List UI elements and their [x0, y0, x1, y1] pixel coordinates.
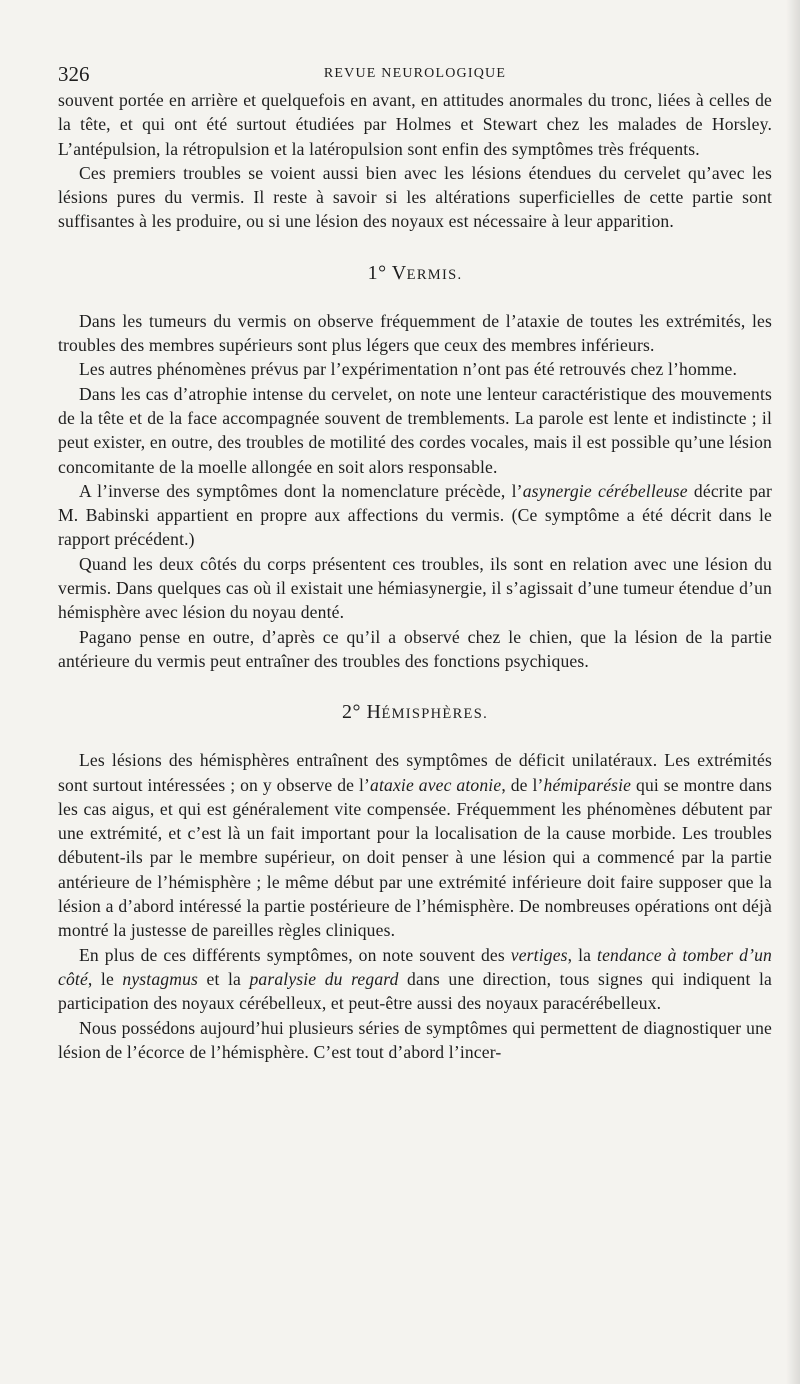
- paragraph: Dans les cas d’atrophie intense du cervelet, on note une lenteur caractéristique des mouvements de la tête et de la face accompagnée souvent de tremblements. La parole est lente et indistincte ; il peut exister, en outre, des troubles de motilité des cordes vocales, mais il est possible qu’une lésion concomitante de la moelle allongée en soit alors responsable.: [58, 383, 772, 477]
- paragraph: Les autres phénomènes prévus par l’expérimentation n’ont pas été retrouvés chez l’homme.: [79, 359, 738, 380]
- text-run: , la: [567, 944, 598, 965]
- paragraph: Pagano pense en outre, d’après ce qu’il a observé chez le chien, que la lésion de la partie antérieure du vermis peut entraîner des troubles des fonctions psychiques.: [58, 626, 772, 671]
- text-run: dans une direction, tous signes qui indiquent la participation des noyaux cérébelleux, et peut-être aussi des noyaux paracérébelleux.: [58, 968, 773, 1014]
- paragraph-intro-1: souvent portée en arrière et quelquefois en avant, en attitudes anormales du tronc, liées à celles de la tête, et qui ont été surtout étudiées par Holmes et Stewart chez les malades de Horsley. L’antépulsion, la rétropulsion et la latéropulsion sont enfin des symptômes très fréquents.: [58, 90, 772, 159]
- text-run: A l’inverse des symptômes dont la nomenclature précède, l’: [79, 480, 523, 501]
- body-text: [58, 88, 772, 1064]
- emphasis-term: asynergie cérébelleuse: [522, 480, 688, 501]
- running-title: REVUE NEUROLOGIQUE: [323, 66, 507, 81]
- paragraph: Nous possédons aujourd’hui plusieurs séries de symptômes qui permettent de diagnostiquer une lésion de l’écorce de l’hémisphère. C’est tout d’abord l’incer-: [58, 1017, 772, 1062]
- text-run: , le: [87, 968, 123, 989]
- section-title-rest: ERMIS.: [406, 266, 463, 283]
- emphasis-term: paralysie du regard: [249, 968, 399, 989]
- section-title-initial: H: [366, 701, 382, 724]
- page-number: 326: [58, 62, 90, 86]
- page-edge-shadow: [786, 0, 800, 1384]
- text-run: qui se montre dans les cas aigus, et qui est généralement vite compensée. Fréquemment les phénomènes débutent par une extrémité, et c’est là un fait important pour la localisation de la cause morbide. Les troubles débutent-ils par le membre supérieur, on doit penser à une lésion qui a commencé par la partie antérieure de l’hémisphère ; le même début par une extrémité inférieure doit faire supposer que la lésion a d’abord intéressé la partie postérieure de l’hémisphère. De nombreuses opérations ont déjà montré la justesse de pareilles règles cliniques.: [58, 774, 772, 941]
- emphasis-term: vertiges: [510, 944, 568, 965]
- text-run: et la: [198, 968, 250, 989]
- paragraph: Dans les tumeurs du vermis on observe fréquemment de l’ataxie de toutes les extrémités, les troubles des membres supérieurs sont plus légers que ceux des membres inférieurs.: [58, 310, 772, 356]
- section-heading-hemispheres: [58, 701, 772, 724]
- paragraph: Quand les deux côtés du corps présentent ces troubles, ils sont en relation avec une lésion du vermis. Dans quelques cas où il existait une hémiasynergie, il s’agissait d’une tumeur étendue d’un hémisphère avec lésion du noyau denté.: [58, 553, 772, 623]
- page-header: [58, 52, 772, 88]
- section-title-initial: V: [391, 261, 407, 284]
- paragraph-intro-2: Ces premiers troubles se voient aussi bien avec les lésions étendues du cervelet qu’avec les lésions pures du vermis. Il reste à savoir si les altérations superficielles de cette partie sont suffisantes à les produire, ou si une lésion des noyaux est nécessaire à leur apparition.: [58, 162, 772, 232]
- section-title-rest: ÉMISPHÈRES.: [381, 706, 488, 723]
- text-run: En plus de ces différents symptômes, on note souvent des: [79, 944, 511, 965]
- paragraph: [58, 748, 772, 942]
- emphasis-term: ataxie avec atonie: [370, 774, 502, 795]
- paragraph: [58, 479, 772, 552]
- section-number: 2°: [341, 701, 361, 724]
- text-run: , de l’: [501, 774, 544, 795]
- emphasis-term: tendance à tomber d’un côté: [58, 944, 772, 989]
- text-run: décrite par M. Babinski appartient en propre aux affections du vermis. (Ce symptôme a été décrit dans le rapport précédent.): [58, 480, 772, 550]
- paragraph: [58, 943, 772, 1016]
- emphasis-term: hémiparésie: [543, 774, 632, 795]
- section-number: 1°: [367, 261, 387, 284]
- text-run: Les lésions des hémisphères entraînent des symptômes de déficit unilatéraux. Les extrémités sont surtout intéressées ; on y observe de l’: [58, 750, 772, 795]
- emphasis-term: nystagmus: [122, 968, 199, 989]
- section-heading-vermis: [58, 262, 772, 285]
